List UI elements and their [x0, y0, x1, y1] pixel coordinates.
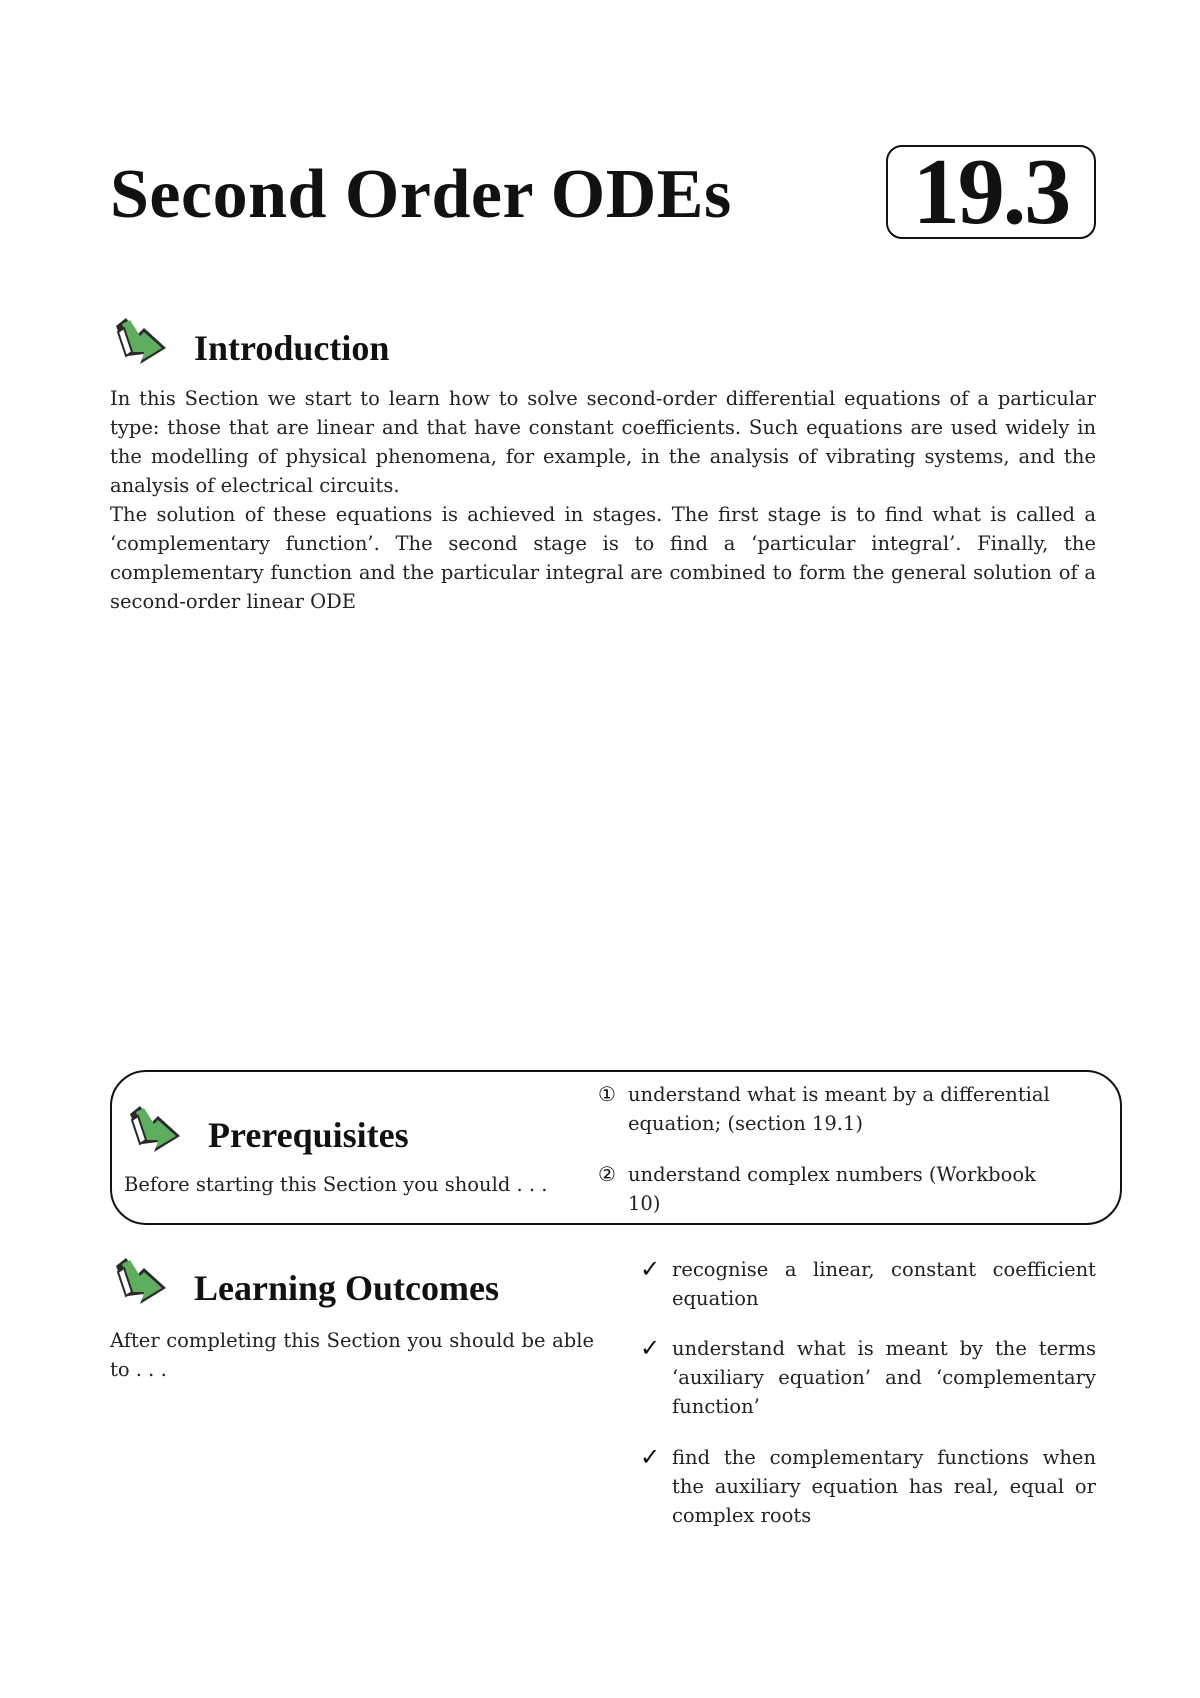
- check-icon: ✓: [640, 1443, 661, 1471]
- prerequisite-item-1: understand what is meant by a differential equation; (section 19.1): [628, 1083, 1050, 1135]
- introduction-paragraph-2: The solution of these equations is achieved in stages. The first stage is to find what is called a ‘complementary function’. The second stage is to find a ‘particular integral’. Finally, the complementary function and the particular integral are combined to form the general solution of a second-order linear ODE: [110, 503, 1096, 613]
- introduction-paragraph-1: In this Section we start to learn how to solve second-order differential equations of a particular type: those that are linear and that have constant coefficients. Such equations are used widely in the modelling of physical phenomena, for example, in the analysis of vibrating systems, and the analysis of electrical circuits.: [110, 387, 1096, 497]
- prerequisites-lead: Before starting this Section you should . . .: [124, 1173, 548, 1196]
- check-icon: ✓: [640, 1334, 661, 1362]
- green-arrow-icon: [110, 1252, 172, 1314]
- prerequisite-marker-2: ②: [598, 1162, 616, 1186]
- learning-outcomes-lead: After completing this Section you should be able to . . .: [110, 1329, 594, 1381]
- learning-outcome-item-2: understand what is meant by the terms ‘auxiliary equation’ and ‘complementary function’: [672, 1337, 1096, 1418]
- learning-outcomes-heading: Learning Outcomes: [194, 1268, 499, 1308]
- learning-outcome-item-3: find the complementary functions when the auxiliary equation has real, equal or complex roots: [672, 1446, 1096, 1527]
- introduction-heading: Introduction: [194, 328, 390, 368]
- introduction-body: [110, 384, 1096, 616]
- page-title: Second Order ODEs: [110, 156, 732, 233]
- prerequisites-heading: Prerequisites: [208, 1115, 409, 1155]
- prerequisite-item-2: understand complex numbers (Workbook 10): [628, 1163, 1036, 1215]
- prerequisite-marker-1: ①: [598, 1082, 616, 1106]
- green-arrow-icon: [124, 1100, 186, 1162]
- section-number-badge: 19.3: [886, 145, 1096, 239]
- green-arrow-icon: [110, 312, 172, 374]
- learning-outcome-item-1: recognise a linear, constant coefficient equation: [672, 1258, 1096, 1310]
- check-icon: ✓: [640, 1255, 661, 1283]
